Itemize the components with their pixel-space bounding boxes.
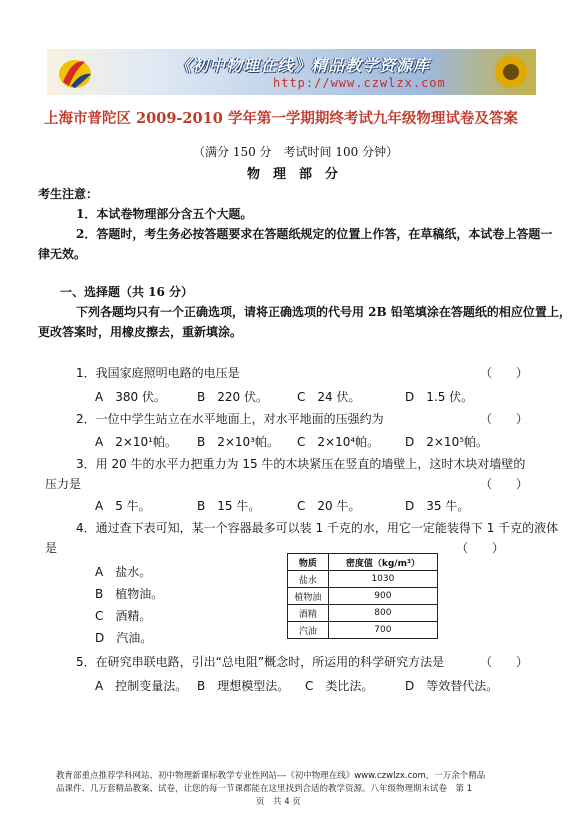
notice-item-2: 2．答题时，考生务必按答题要求在答题纸规定的位置上作答，在草稿纸，本试卷上答题一 <box>76 227 553 241</box>
footer-page-number: 页 共 4 页 <box>256 797 301 807</box>
q3-stem: 3．用 20 牛的水平力把重力为 15 牛的木块紧压在竖直的墙壁上，这时木块对墙壁的 <box>76 457 526 471</box>
part1-instructions-cont: 更改答案时，用橡皮擦去，重新填涂。 <box>38 325 243 339</box>
q3-option-a: A 5 牛。 <box>95 499 151 513</box>
table-row <box>288 605 438 622</box>
q2-option-c: C 2×10⁴帕。 <box>297 435 380 449</box>
table-cell: 植物油 <box>288 588 329 605</box>
q1-option-c: C 24 伏。 <box>297 390 361 404</box>
table-cell: 酒精 <box>288 605 329 622</box>
q2-answer-blank: （ ） <box>480 412 529 426</box>
notice-heading: 考生注意： <box>38 187 99 201</box>
table-row <box>288 571 438 588</box>
q4-option-a: A 盐水。 <box>95 565 152 579</box>
footer-line-1: 教育部重点推荐学科网站、初中物理新课标教学专业性网站---《初中物理在线》www.czwlzx.com，一万余个精品 <box>56 771 486 781</box>
q1-stem: 1．我国家庭照明电路的电压是 <box>76 366 240 380</box>
notice-item-2-cont: 律无效。 <box>38 247 87 261</box>
exam-meta: （满分 150 分 考试时间 100 分钟） <box>193 145 399 159</box>
q2-option-a: A 2×10¹帕。 <box>95 435 177 449</box>
banner-title: 《初中物理在线》精品教学资源库 <box>175 56 431 75</box>
q3-answer-blank: （ ） <box>480 477 529 491</box>
site-banner <box>47 49 536 95</box>
q4-option-b: B 植物油。 <box>95 587 164 601</box>
table-row <box>288 622 438 639</box>
part1-heading: 一、选择题（共 16 分） <box>60 285 194 299</box>
q1-option-b: B 220 伏。 <box>197 390 268 404</box>
q3-option-c: C 20 牛。 <box>297 499 361 513</box>
table-header-cell: 密度值（kg/m³） <box>328 554 437 571</box>
q2-stem: 2．一位中学生站立在水平地面上，对水平地面的压强约为 <box>76 412 384 426</box>
q5-option-b: B 理想模型法。 <box>197 679 290 693</box>
q4-stem: 4．通过查下表可知，某一个容器最多可以装 1 千克的水，用它一定能装得下 1 千克的液体 <box>76 521 559 535</box>
table-row <box>288 588 438 605</box>
q4-stem-cont: 是 <box>45 541 58 555</box>
table-cell: 盐水 <box>288 571 329 588</box>
site-logo-icon <box>55 52 95 92</box>
table-header-row <box>288 554 438 571</box>
table-header-cell: 物质 <box>288 554 329 571</box>
table-cell: 800 <box>328 605 437 622</box>
table-cell: 1030 <box>328 571 437 588</box>
q3-stem-cont: 压力是 <box>45 477 82 491</box>
q5-stem: 5．在研究串联电路，引出“总电阻”概念时，所运用的科学研究方法是 <box>76 655 445 669</box>
density-table <box>287 553 438 639</box>
notice-item-1: 1．本试卷物理部分含五个大题。 <box>76 207 253 221</box>
table-cell: 700 <box>328 622 437 639</box>
q4-answer-blank: （ ） <box>456 541 505 555</box>
q2-option-d: D 2×10⁵帕。 <box>405 435 489 449</box>
q4-option-c: C 酒精。 <box>95 609 152 623</box>
q1-option-d: D 1.5 伏。 <box>405 390 474 404</box>
page-footer <box>56 770 546 809</box>
q5-option-d: D 等效替代法。 <box>405 679 499 693</box>
q1-answer-blank: （ ） <box>480 366 529 380</box>
part1-instructions: 下列各题均只有一个正确选项，请将正确选项的代号用 2B 铅笔填涂在答题纸的相应位置上， <box>76 305 571 319</box>
q1-option-a: A 380 伏。 <box>95 390 166 404</box>
q5-answer-blank: （ ） <box>480 655 529 669</box>
footer-line-2: 品课件、几万套精品教案、试卷，让您的每一节课都能在这里找到合适的教学资源。八年级物理期末试卷 第 1 <box>56 784 473 794</box>
banner-url[interactable]: http://www.czwlzx.com <box>273 76 446 90</box>
q2-option-b: B 2×10³帕。 <box>197 435 280 449</box>
section-title: 物 理 部 分 <box>247 167 339 182</box>
q5-option-c: C 类比法。 <box>305 679 374 693</box>
q5-option-a: A 控制变量法。 <box>95 679 188 693</box>
table-cell: 汽油 <box>288 622 329 639</box>
sunflower-icon <box>492 53 530 91</box>
table-cell: 900 <box>328 588 437 605</box>
q3-option-b: B 15 牛。 <box>197 499 261 513</box>
page-title: 上海市普陀区 2009-2010 学年第一学期期终考试九年级物理试卷及答案 <box>44 110 518 127</box>
q4-option-d: D 汽油。 <box>95 631 153 645</box>
q3-option-d: D 35 牛。 <box>405 499 470 513</box>
